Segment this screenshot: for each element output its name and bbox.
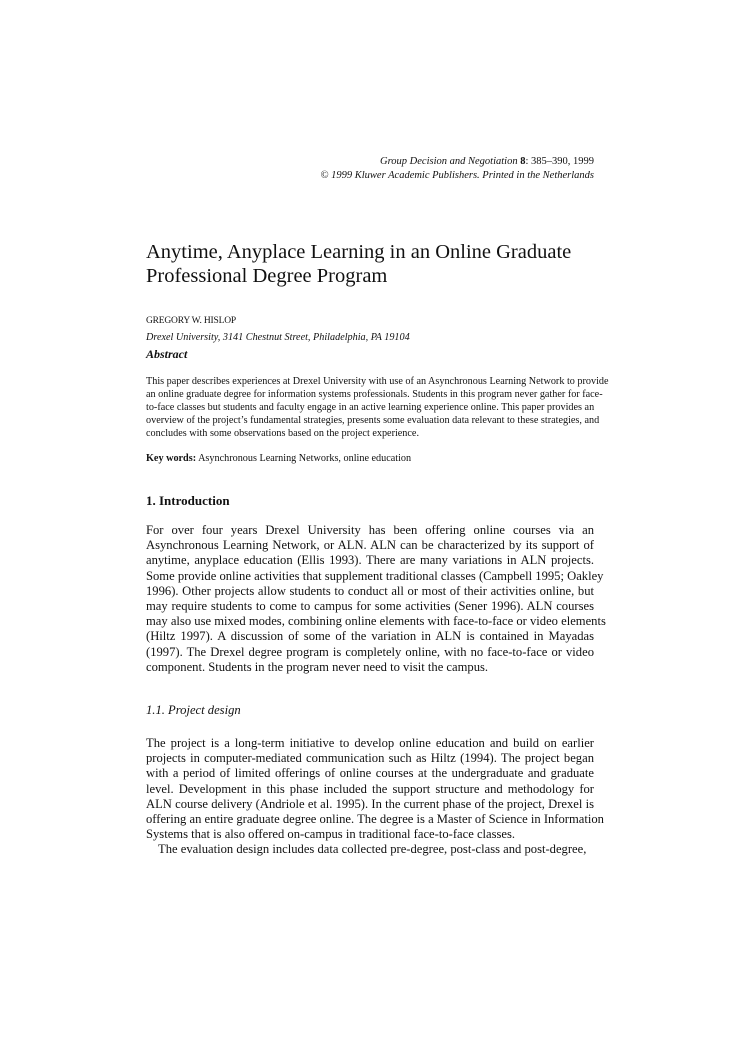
project-design-paragraph: The project is a long-term initiative to develop online education and build on earlier projects in computer-mediated communication such as Hiltz (1994). The project began with a period of limited offerings of online courses at the undergraduate and graduate level. Development in this phase included the support structure and methodology for ALN course delivery (Andriole et al. 1995). In the current phase of the project, Drexel is offering an entire graduate degree online. The degree is a Master of Science in Information Systems that is also offered on-campus in traditional face-to-face classes. The evaluation design includes data collected pre-degree, post-class and post-degree, bbox=[146, 736, 604, 857]
author: GREGORY W. HISLOP bbox=[146, 316, 236, 326]
paper-title: Anytime, Anyplace Learning in an Online Graduate Professional Degree Program bbox=[146, 241, 572, 287]
abstract-heading: Abstract bbox=[146, 347, 188, 361]
affiliation: Drexel University, 3141 Chestnut Street, Philadelphia, PA 19104 bbox=[146, 332, 410, 343]
abstract-text: This paper describes experiences at Drexel University with use of an Asynchronous Learning Network to provide an online graduate degree for information systems professionals. Students in this program never gather for face- to-face classes but students and faculty engage in an active learning experience online. This paper provides an overview of the project’s fundamental strategies, presents some evaluation data relevant to these strategies, and concludes with some observations based on the project experience. bbox=[146, 376, 609, 439]
journal-citation: Group Decision and Negotiation 8: 385–390, 1999 bbox=[380, 156, 594, 167]
copyright-line: © 1999 Kluwer Academic Publishers. Printed in the Netherlands bbox=[320, 170, 594, 181]
subsection-heading-project-design: 1.1. Project design bbox=[146, 703, 241, 717]
keywords: Key words: Asynchronous Learning Networks, online education bbox=[146, 453, 412, 464]
introduction-paragraph: For over four years Drexel University has been offering online courses via an Asynchronous Learning Network, or ALN. ALN can be characterized by its support of anytime, anyplace education (Ellis 1993). There are many variations in ALN projects. Some provide online activities that supplement traditional classes (Campbell 1995; Oakley 1996). Other projects allow students to conduct all or most of their activities online, but may require students to come to campus for some activities (Sener 1996). ALN courses may also use mixed modes, combining online elements with face-to-face or video elements (Hiltz 1997). A discussion of some of the variation in ALN is contained in Mayadas (1997). The Drexel degree program is completely online, with no face-to-face or video component. Students in the program never need to visit the campus. bbox=[146, 523, 606, 674]
section-heading-introduction: 1. Introduction bbox=[146, 493, 230, 508]
